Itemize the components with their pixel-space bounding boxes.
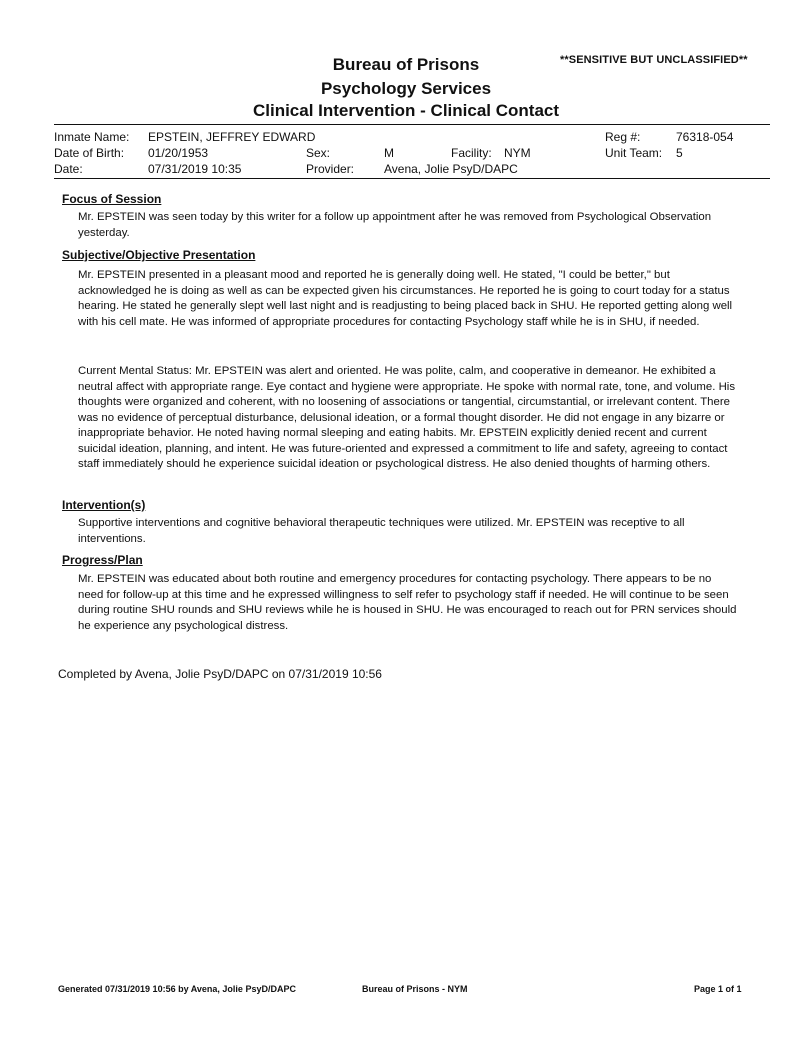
document-title-bureau: Bureau of Prisons bbox=[332, 55, 480, 74]
focus-heading: Focus of Session bbox=[62, 192, 162, 206]
dob-value: 01/20/1953 bbox=[148, 146, 209, 160]
footer-page-number: Page 1 of 1 bbox=[694, 984, 742, 994]
provider-label: Provider: bbox=[306, 162, 355, 176]
dob-label: Date of Birth: bbox=[54, 146, 125, 160]
subjective-paragraph: Mr. EPSTEIN presented in a pleasant mood and reported he is generally doing well. He stated, "I could be better," but acknowledged he is doing as well as can be expected given his circumstances. He reported he is going to court today for a status hearing. He stated he generally slept well last night and is readjusting to being placed back in SHU. He reported getting along well with his cell mate. He was informed of appropriate procedures for contacting Psychology staff while he is in SHU, if needed. bbox=[78, 269, 733, 328]
provider-value: Avena, Jolie PsyD/DAPC bbox=[384, 162, 518, 176]
progress-heading: Progress/Plan bbox=[62, 553, 143, 567]
facility-label: Facility: bbox=[451, 146, 492, 160]
subjective-heading: Subjective/Objective Presentation bbox=[62, 248, 256, 262]
mental-status-paragraph: Current Mental Status: Mr. EPSTEIN was alert and oriented. He was polite, calm, and cooperative in demeanor. He exhibited a neutral affect with appropriate range. Eye contact and hygiene were appropriate. He spoke with normal rate, tone, and volume. His thoughts were organized and coherent, with no loosening of associations or tangential, circumstantial, or irrelevant content. There was no evidence of perceptual disturbance, delusional ideation, or a formal thought disorder. He did not engage in any bizarre or inappropriate behavior. He noted having normal sleeping and eating habits. Mr. EPSTEIN explicitly denied recent and current suicidal ideation, planning, and intent. He was future-oriented and expressed a commitment to life and safety, agreeing to contact staff immediately should he experience suicidal ideation or psychological distress. He also denied thoughts of harming others. bbox=[78, 365, 736, 470]
date-value: 07/31/2019 10:35 bbox=[148, 162, 242, 176]
sensitivity-marking: **SENSITIVE BUT UNCLASSIFIED** bbox=[560, 54, 748, 66]
progress-paragraph: Mr. EPSTEIN was educated about both routine and emergency procedures for contacting psychology. There appears to be no need for follow-up at this time and he expressed willingness to self refer to psychology staff if needed. He will continue to be seen during routine SHU rounds and SHU reviews while he is housed in SHU. He was encouraged to reach out for PRN services should he experience any psychological distress. bbox=[78, 573, 737, 632]
completed-by-line: Completed by Avena, Jolie PsyD/DAPC on 07/31/2019 10:56 bbox=[58, 667, 382, 681]
reg-value: 76318-054 bbox=[676, 130, 734, 144]
intervention-paragraph: Supportive interventions and cognitive behavioral therapeutic techniques were utilized. Mr. EPSTEIN was receptive to all interventions. bbox=[78, 517, 685, 545]
inmate-name-label: Inmate Name: bbox=[54, 130, 130, 144]
header-top-rule bbox=[54, 124, 770, 125]
footer-generated: Generated 07/31/2019 10:56 by Avena, Jolie PsyD/DAPC bbox=[58, 984, 296, 994]
focus-paragraph: Mr. EPSTEIN was seen today by this writer for a follow up appointment after he was removed from Psychological Observation yesterday. bbox=[78, 211, 712, 239]
header-bottom-rule bbox=[54, 178, 770, 179]
unit-team-label: Unit Team: bbox=[605, 146, 663, 160]
document-title-form: Clinical Intervention - Clinical Contact bbox=[252, 101, 560, 120]
date-label: Date: bbox=[54, 162, 83, 176]
footer-bureau: Bureau of Prisons - NYM bbox=[362, 984, 468, 994]
document-title-department: Psychology Services bbox=[320, 79, 492, 98]
sex-label: Sex: bbox=[306, 146, 331, 160]
sex-value: M bbox=[384, 146, 394, 160]
intervention-heading: Intervention(s) bbox=[62, 498, 146, 512]
inmate-name-value: EPSTEIN, JEFFREY EDWARD bbox=[148, 130, 316, 144]
facility-value: NYM bbox=[504, 146, 531, 160]
unit-team-value: 5 bbox=[676, 146, 683, 160]
reg-label: Reg #: bbox=[605, 130, 641, 144]
